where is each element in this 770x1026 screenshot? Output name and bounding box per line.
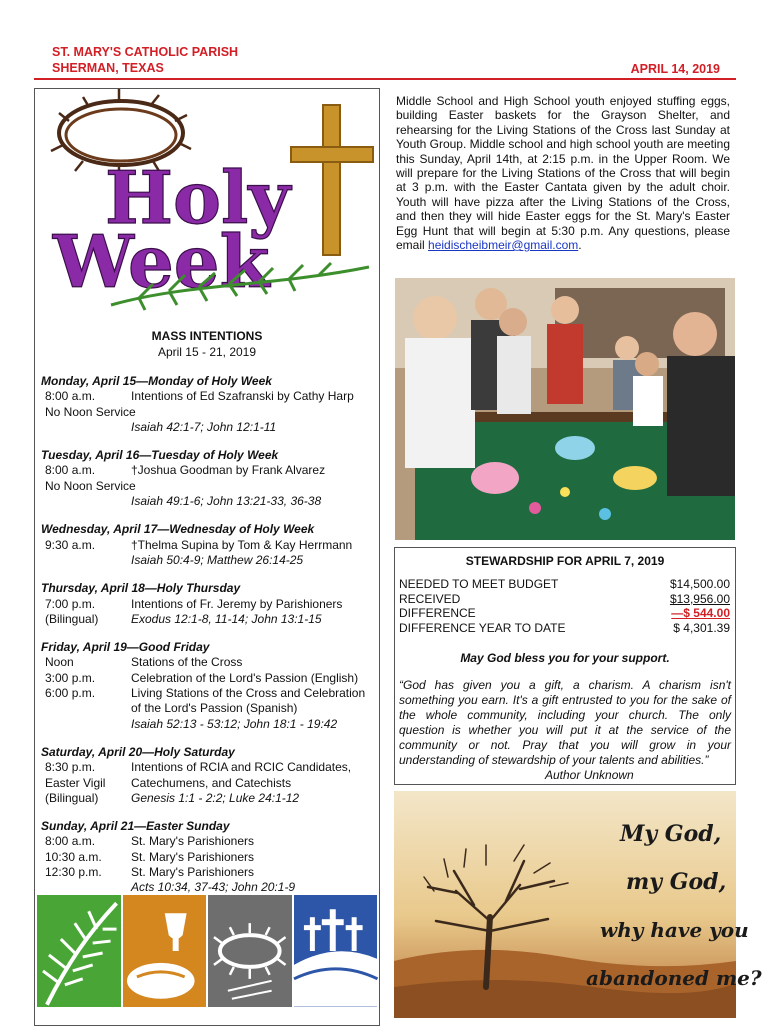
stewardship-row-ytd: DIFFERENCE YEAR TO DATE $ 4,301.39 [399, 620, 730, 635]
youth-email-link[interactable]: heidischeibmeir@gmail.com [428, 238, 579, 253]
mass-row [41, 865, 377, 880]
mass-row [41, 612, 377, 627]
cry-line-2: my God, [626, 869, 727, 895]
desert-tree-image [394, 791, 762, 1018]
cry-line-4: abandoned me? [586, 966, 762, 990]
palm-icon [37, 895, 121, 1007]
mass-intention: St. Mary's Parishioners [131, 849, 254, 864]
stewardship-title: STEWARDSHIP FOR APRIL 7, 2019 [465, 554, 665, 568]
mass-row [41, 405, 377, 420]
mass-intention: Living Stations of the Cross and Celebration of the Lord's Passion (Spanish) [131, 686, 366, 716]
parish-name: ST. MARY'S CATHOLIC PARISH [52, 45, 239, 59]
mass-row [41, 479, 377, 494]
mass-row [41, 671, 377, 686]
mass-day-title: Friday, April 19—Good Friday [41, 640, 210, 655]
mass-day [41, 745, 377, 806]
mass-row [41, 834, 377, 849]
mass-intention: Exodus 12:1-8, 11-14; John 13:1-15 [131, 611, 322, 626]
mass-row [41, 686, 377, 717]
mass-reading: Isaiah 49:1-6; John 13:21-33, 36-38 [131, 494, 322, 509]
mass-time: 9:30 a.m. [45, 537, 96, 552]
stewardship-quote: “God has given you a gift, a charism. A charism isn't something you earn. It's a gift entrusted to you for the sake of the whole community, including your church. The only question is whether you will put it at the service of the community or not. Pray that you will grow in your understanding of stewardship of your talents and abilities.” [399, 678, 731, 767]
mass-intention: Intentions of RCIA and RCIC Candidates, [131, 760, 352, 775]
bread-and-chalice-icon [123, 895, 207, 1007]
mass-intentions-panel [34, 88, 380, 1026]
mass-row [41, 538, 377, 553]
stewardship-row-difference: DIFFERENCE —$ 544.00 [399, 606, 730, 621]
mass-intention: St. Mary's Parishioners [131, 865, 254, 880]
cry-line-1: My God, [620, 821, 722, 847]
quote-author: Author Unknown [545, 768, 634, 782]
mass-row [41, 760, 377, 775]
mass-row [41, 791, 377, 806]
mass-time: 7:00 p.m. [45, 596, 96, 611]
mass-intention: Intentions of Ed Szafranski by Cathy Harp [131, 389, 354, 404]
mass-day-title: Monday, April 15—Monday of Holy Week [41, 374, 272, 388]
mass-day-title: Sunday, April 21—Easter Sunday [41, 819, 230, 834]
stewardship-table [399, 577, 730, 635]
mass-day [41, 374, 377, 435]
stewardship-row-budget: NEEDED TO MEET BUDGET $14,500.00 [399, 577, 730, 591]
youth-group-article: Middle School and High School youth enjoyed stuffing eggs, building Easter baskets for the Grayson Shelter, and rehearsing for the Living Stations of the Cross last Sunday at Youth Group. Middle school and high school youth are meeting this Sunday, April 14th, at 2:15 p.m. in the Upper Room. We will prepare for the Living Stations of the Cross that will begin at 3 p.m. with the Easter Cantata given by the adult choir. Youth will have pizza after the Living Stations of the Cross, and then they will hide Easter eggs for the St. Mary's Easter Egg Hunt that will begin at 5:30 p.m. Any questions, please email heidischeibmeir@gmail.com. [396, 94, 730, 253]
cry-line-3: why have you [600, 918, 749, 942]
mass-reading: Isaiah 50:4-9; Matthew 26:14-25 [131, 552, 304, 567]
mass-time: 6:00 p.m. [45, 686, 96, 701]
crown-of-thorns-tile-icon [208, 895, 292, 1007]
mass-day [41, 640, 377, 732]
mass-row [41, 463, 377, 478]
mass-day [41, 522, 377, 568]
youth-group-photo [395, 278, 735, 540]
mass-intentions-dates: April 15 - 21, 2019 [157, 345, 257, 359]
mass-row [41, 597, 377, 612]
holy-week-icons-strip [37, 895, 377, 1007]
mass-time: 8:00 a.m. [45, 834, 96, 849]
mass-day-title: Thursday, April 18—Holy Thursday [41, 581, 241, 596]
mass-time: 8:00 a.m. [45, 463, 96, 478]
week-word: Week [53, 219, 270, 304]
youth-paragraph: Middle School and High School youth enjoyed stuffing eggs, building Easter baskets for the Grayson Shelter, and rehearsing for the Living Stations of the Cross last Sunday at Youth Group. Middle school and high school youth are meeting this Sunday, April 14th, at 2:15 p.m. in the Upper Room. We will prepare for the Living Stations of the Cross that will begin at 3 p.m. with the Easter Cantata given by the adult choir. Youth will have pizza after the Living Stations of the Cross, and then they will hide Easter eggs for the St. Mary's Easter Egg Hunt that will begin at 5:30 p.m. Any questions, please email [396, 94, 730, 253]
mass-day-title: Tuesday, April 16—Tuesday of Holy Week [41, 448, 279, 463]
mass-time: No Noon Service [45, 404, 136, 419]
three-crosses-icon [294, 895, 378, 1007]
mass-time: (Bilingual) [45, 790, 99, 805]
mass-day [41, 448, 377, 509]
cross-icon [291, 105, 373, 255]
mass-time: 8:00 a.m. [45, 389, 96, 404]
holy-word: Holy [105, 155, 291, 240]
mass-time: No Noon Service [45, 478, 136, 493]
bulletin-date: APRIL 14, 2019 [630, 62, 720, 76]
mass-time: 12:30 p.m. [45, 865, 102, 880]
mass-intention: Intentions of Fr. Jeremy by Parishioners [131, 596, 343, 611]
mass-time: 3:00 p.m. [45, 670, 96, 685]
mass-time: 10:30 a.m. [45, 849, 102, 864]
mass-time: 8:30 p.m. [45, 760, 96, 775]
mass-row [41, 389, 377, 404]
mass-row [41, 850, 377, 865]
mass-day-title: Saturday, April 20—Holy Saturday [41, 744, 235, 759]
parish-header [52, 44, 238, 76]
mass-day-title: Wednesday, April 17—Wednesday of Holy Week [41, 522, 315, 537]
mass-time: Easter Vigil [45, 775, 106, 790]
mass-intention: Genesis 1:1 - 2:2; Luke 24:1-12 [131, 790, 300, 805]
holy-week-illustration [39, 91, 377, 319]
parish-city: SHERMAN, TEXAS [52, 61, 164, 75]
mass-intention: †Thelma Supina by Tom & Kay Herrmann [131, 537, 353, 552]
mass-reading: Isaiah 52:13 - 53:12; John 18:1 - 19:42 [131, 716, 338, 731]
mass-time: Noon [45, 655, 74, 670]
mass-intention: Catechumens, and Catechists [131, 775, 292, 790]
mass-day [41, 819, 377, 895]
stewardship-box [394, 547, 736, 785]
mass-reading: Isaiah 42:1-7; John 12:1-11 [131, 419, 277, 434]
mass-row [41, 776, 377, 791]
mass-intentions-title: MASS INTENTIONS [151, 329, 263, 343]
header-rule [34, 78, 736, 80]
mass-time: (Bilingual) [45, 611, 99, 626]
mass-intention: St. Mary's Parishioners [131, 834, 254, 849]
mass-day [41, 581, 377, 627]
mass-intention: †Joshua Goodman by Frank Alvarez [131, 463, 326, 478]
mass-intention: Stations of the Cross [131, 655, 243, 670]
mass-row [41, 655, 377, 670]
mass-intention: Celebration of the Lord's Passion (English) [131, 670, 359, 685]
stewardship-blessing: May God bless you for your support. [460, 651, 670, 665]
stewardship-row-received: RECEIVED $13,956.00 [399, 591, 730, 606]
mass-reading: Acts 10:34, 37-43; John 20:1-9 [131, 880, 296, 895]
mass-schedule [41, 374, 377, 909]
